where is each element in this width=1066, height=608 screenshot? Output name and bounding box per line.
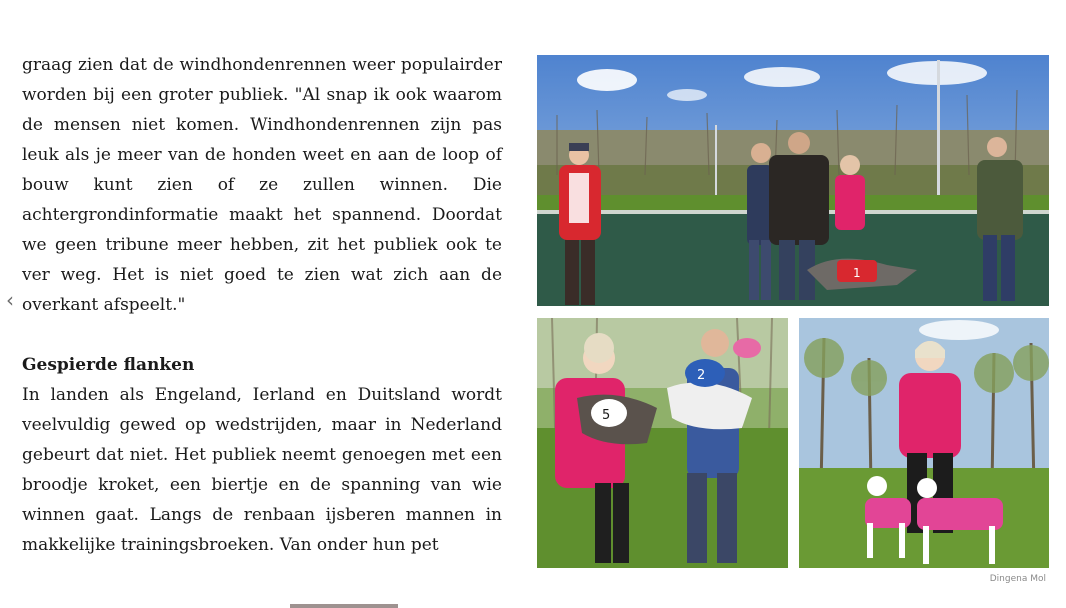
top-photo-bib-number: 1 [853, 266, 861, 280]
photo-woman-with-two-greyhounds[interactable] [799, 318, 1049, 568]
photo-credit: Dingena Mol [989, 574, 1046, 584]
photo-holding-greyhounds[interactable] [537, 318, 788, 568]
scroll-indicator-bar[interactable] [290, 604, 398, 608]
article-subheading: Gespierde flanken [22, 355, 195, 375]
chevron-left-icon[interactable]: ‹ [6, 288, 22, 312]
article-paragraph: graag zien dat de windhondenrennen weer populairder worden bij een groter publiek. "Al snap ik ook waarom de mensen niet komen. Windhondenrennen zijn pas leuk als je meer van de honden weet en aan de loop of bouw kunt zien of ze zullen winnen. Die achtergrondinformatie maakt het spannend. Doordat we geen tribune meer hebben, zit het publiek ook te ver weg. Het is niet goed te zien wat zich aan de overkant afspeelt." [22, 55, 502, 315]
photo-holding-greyhounds-image [537, 318, 788, 568]
article-body [22, 50, 502, 560]
bib-number-left: 5 [602, 408, 611, 423]
photo-spectators-at-track[interactable] [537, 55, 1049, 306]
photo-woman-with-two-greyhounds-image [799, 318, 1049, 568]
bib-number-right: 2 [697, 368, 706, 383]
article-paragraph: In landen als Engeland, Ierland en Duitsland wordt veelvuldig gewed op wedstrijden, maar in Nederland gebeurt dat niet. Het publiek neemt genoegen met een broodje kroket, een biertje en de spanning van wie winnen gaat. Langs de renbaan ijsberen mannen in makkelijke trainingsbroeken. Van onder hun pet [22, 385, 502, 555]
photo-spectators-image [537, 55, 1049, 306]
